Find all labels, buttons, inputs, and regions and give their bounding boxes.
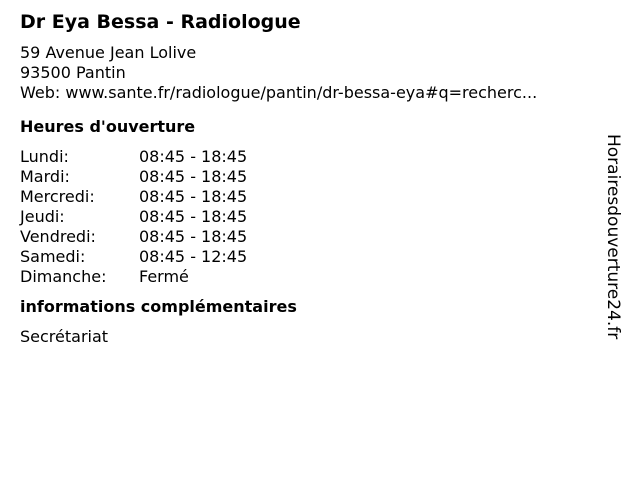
- hours-row: [20, 267, 600, 287]
- hours-time: 08:45 - 18:45: [139, 147, 248, 166]
- hours-time: Fermé: [139, 267, 189, 286]
- hours-row: [20, 147, 600, 167]
- hours-table: [20, 147, 600, 287]
- hours-day: Mardi:: [20, 167, 70, 186]
- business-title: Dr Eya Bessa - Radiologue: [20, 11, 301, 33]
- website-link[interactable]: Web: www.sante.fr/radiologue/pantin/dr-bessa-eya#q=recherc...: [20, 83, 538, 102]
- brand-watermark: Horairesdouverture24.fr: [603, 134, 623, 340]
- hours-day: Lundi:: [20, 147, 69, 166]
- hours-day: Jeudi:: [20, 207, 65, 226]
- address-block: [20, 43, 600, 103]
- hours-day: Mercredi:: [20, 187, 95, 206]
- hours-day: Vendredi:: [20, 227, 96, 246]
- address-street: 59 Avenue Jean Lolive: [20, 43, 197, 62]
- address-city: 93500 Pantin: [20, 63, 126, 82]
- hours-time: 08:45 - 18:45: [139, 227, 248, 246]
- hours-time: 08:45 - 12:45: [139, 247, 248, 266]
- hours-time: 08:45 - 18:45: [139, 187, 248, 206]
- hours-time: 08:45 - 18:45: [139, 207, 248, 226]
- hours-heading: Heures d'ouverture: [20, 117, 196, 136]
- hours-day: Samedi:: [20, 247, 86, 266]
- info-heading: informations complémentaires: [20, 297, 297, 316]
- hours-row: [20, 247, 600, 267]
- hours-day: Dimanche:: [20, 267, 107, 286]
- hours-row: [20, 167, 600, 187]
- info-text: Secrétariat: [20, 327, 109, 346]
- hours-row: [20, 207, 600, 227]
- business-card: [20, 9, 600, 347]
- hours-time: 08:45 - 18:45: [139, 167, 248, 186]
- hours-row: [20, 227, 600, 247]
- hours-row: [20, 187, 600, 207]
